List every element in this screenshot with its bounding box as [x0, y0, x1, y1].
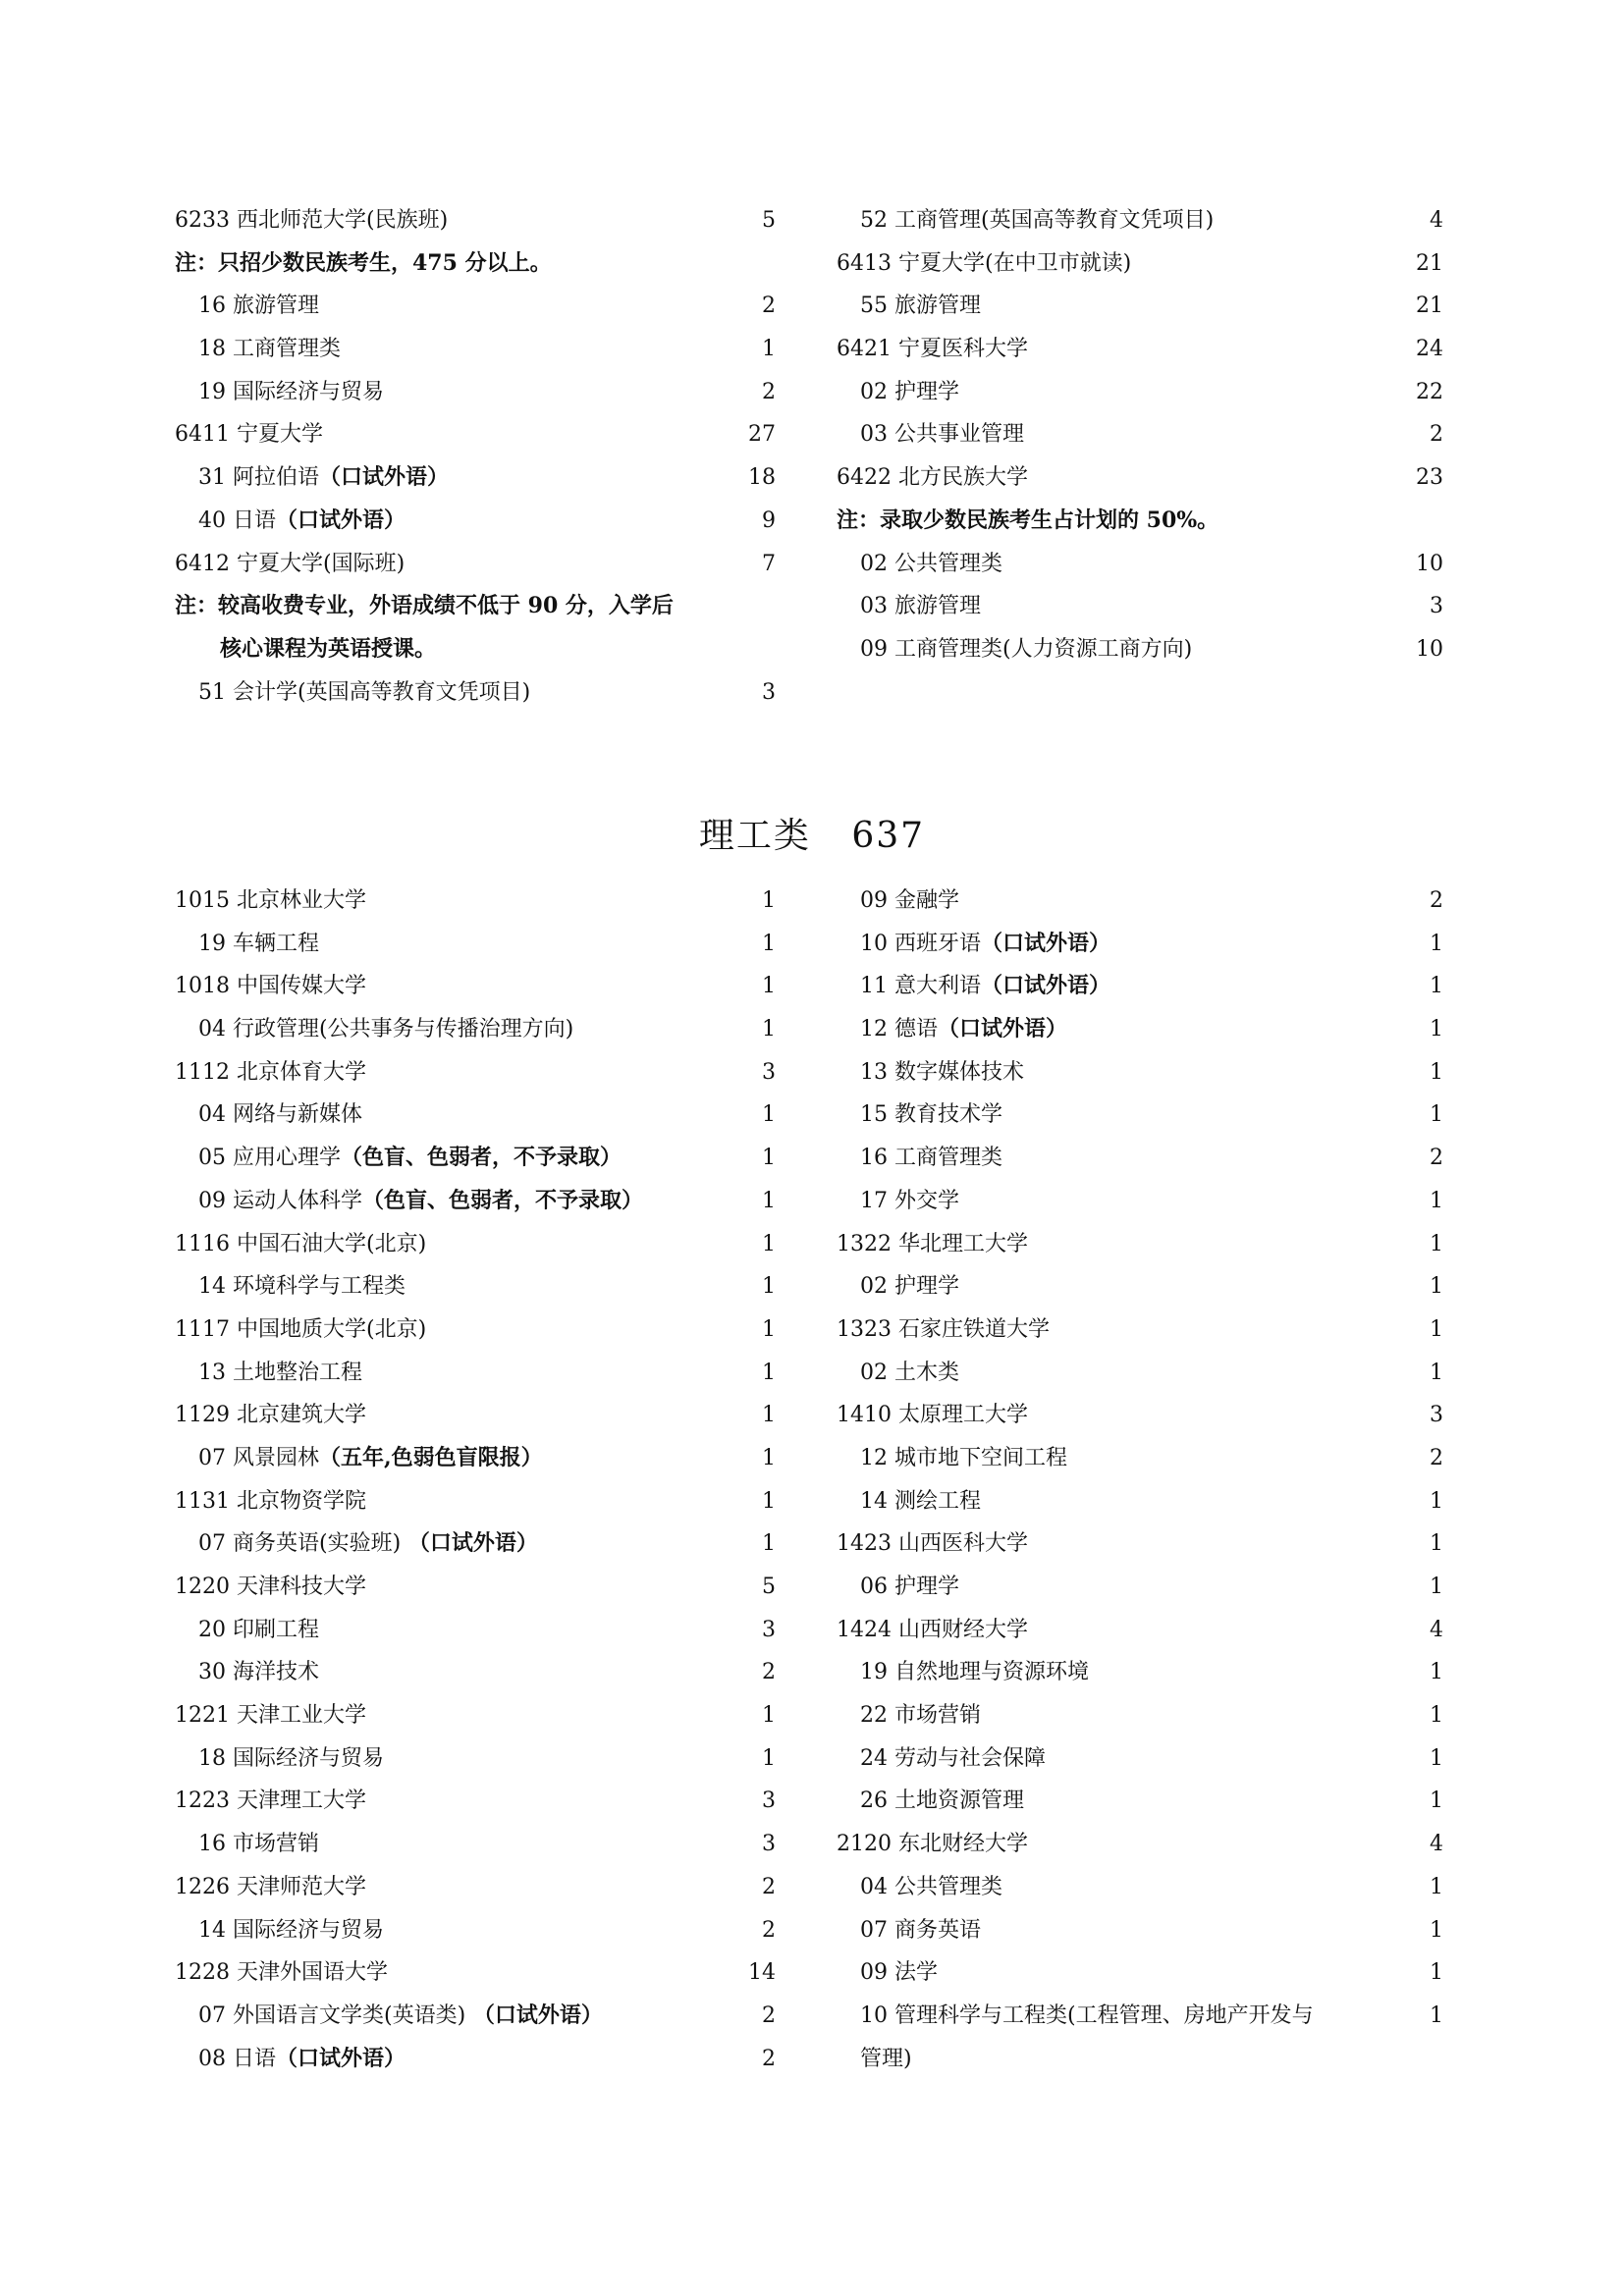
- major-name: 19 自然地理与资源环境: [860, 1660, 1089, 1685]
- note-text: 注：较高收费专业，外语成绩不低于 90 分，入学后: [175, 593, 674, 619]
- school-row: [175, 1394, 776, 1437]
- major-remark: （色盲、色弱者，不予录取）: [341, 1145, 623, 1171]
- major-row: [175, 1522, 776, 1566]
- major-name: 09 运动人体科学: [198, 1188, 362, 1213]
- plan-count: 1: [1430, 1231, 1443, 1256]
- school-row: [175, 199, 776, 242]
- school-row: [175, 543, 776, 586]
- major-row: [837, 1352, 1443, 1395]
- plan-count: 1: [762, 974, 776, 999]
- major-remark: （口试外语）: [276, 2045, 406, 2071]
- major-row: [175, 671, 776, 715]
- section-title-label: 理工类: [698, 816, 811, 856]
- plan-count: 1: [762, 1360, 776, 1385]
- plan-count: 1: [762, 1403, 776, 1428]
- plan-count: 1: [762, 1188, 776, 1213]
- plan-count: 10: [1416, 636, 1443, 662]
- major-name: 07 风景园林: [198, 1445, 319, 1470]
- major-row: [837, 1737, 1443, 1781]
- major-name: 14 环境科学与工程类: [198, 1274, 406, 1300]
- major-row: [837, 543, 1443, 586]
- plan-count: 27: [748, 422, 776, 448]
- note-text: 注：录取少数民族考生占计划的 50%。: [837, 507, 1219, 533]
- major-row: [837, 1180, 1443, 1223]
- school-name: 6421 宁夏医科大学: [837, 337, 1028, 362]
- plan-count: 1: [1430, 1575, 1443, 1599]
- school-row: [175, 1480, 776, 1523]
- major-row: [837, 1437, 1443, 1480]
- major-row: [175, 923, 776, 966]
- major-name: 03 旅游管理: [860, 594, 981, 619]
- school-name: 1015 北京林业大学: [175, 888, 366, 913]
- plan-count: 1: [762, 1488, 776, 1514]
- major-remark: （口试外语）: [981, 973, 1111, 999]
- plan-count: 1: [1430, 1488, 1443, 1514]
- major-row: [837, 199, 1443, 242]
- note-row: [175, 585, 776, 628]
- school-name: 1129 北京建筑大学: [175, 1403, 366, 1428]
- major-name: 30 海洋技术: [198, 1660, 319, 1685]
- major-row: [837, 1051, 1443, 1095]
- major-name: 05 应用心理学: [198, 1146, 341, 1171]
- major-row: [837, 880, 1443, 923]
- section2-right-column: [837, 880, 1443, 2080]
- school-row: [175, 1951, 776, 1995]
- major-row: [837, 1995, 1443, 2038]
- major-row: [837, 628, 1443, 671]
- school-row: [837, 328, 1443, 371]
- school-row: [175, 1308, 776, 1352]
- major-name: 03 公共事业管理: [860, 422, 1024, 448]
- note-row: [175, 628, 776, 671]
- section-title: [0, 807, 1624, 866]
- major-name: 17 外交学: [860, 1188, 959, 1213]
- major-name: 52 工商管理(英国高等教育文凭项目): [860, 208, 1215, 233]
- school-name: 1322 华北理工大学: [837, 1231, 1028, 1256]
- plan-count: 3: [1430, 1403, 1443, 1428]
- note-text: 注：只招少数民族考生，475 分以上。: [175, 249, 552, 276]
- major-name: 26 土地资源管理: [860, 1789, 1024, 1814]
- major-name: 16 工商管理类: [860, 1146, 1002, 1171]
- plan-count: 3: [762, 1059, 776, 1085]
- major-name: 51 会计学(英国高等教育文凭项目): [198, 679, 531, 705]
- school-row: [837, 1609, 1443, 1652]
- note-text: 核心课程为英语授课。: [220, 635, 437, 662]
- plan-count: 1: [762, 1531, 776, 1557]
- major-row: [837, 1265, 1443, 1308]
- major-row: [837, 1566, 1443, 1609]
- school-row: [175, 1866, 776, 1909]
- major-row: [175, 2038, 776, 2081]
- school-name: 1410 太原理工大学: [837, 1403, 1028, 1428]
- plan-count: 4: [1430, 1832, 1443, 1857]
- major-remark: （口试外语）: [276, 507, 406, 533]
- major-row: [175, 456, 776, 500]
- major-row: [837, 923, 1443, 966]
- major-name: 18 工商管理类: [198, 337, 341, 362]
- major-name: 09 法学: [860, 1960, 938, 1986]
- major-name: 18 国际经济与贸易: [198, 1745, 384, 1771]
- major-row: [837, 1694, 1443, 1737]
- major-row: [837, 1909, 1443, 1952]
- plan-count: 1: [762, 1274, 776, 1300]
- school-name: 6413 宁夏大学(在中卫市就读): [837, 250, 1132, 276]
- plan-count: 1: [1430, 1789, 1443, 1814]
- major-name: 55 旅游管理: [860, 294, 981, 319]
- plan-count: 1: [1430, 974, 1443, 999]
- plan-count: 1: [1430, 1316, 1443, 1342]
- plan-count: 2: [762, 1660, 776, 1685]
- major-row: [175, 1352, 776, 1395]
- major-name: 04 网络与新媒体: [198, 1102, 362, 1128]
- plan-count: 1: [762, 1017, 776, 1042]
- plan-count: 1: [762, 1316, 776, 1342]
- plan-count: 23: [1416, 465, 1443, 491]
- section-title-total: 637: [851, 816, 926, 856]
- school-name: 1116 中国石油大学(北京): [175, 1231, 427, 1256]
- plan-count: 1: [762, 337, 776, 362]
- major-name: 19 国际经济与贸易: [198, 379, 384, 404]
- major-remark: （五年,色弱色盲限报）: [319, 1444, 543, 1470]
- school-row: [837, 1308, 1443, 1352]
- major-remark: （口试外语）: [981, 930, 1111, 956]
- major-row: [175, 328, 776, 371]
- school-row: [175, 965, 776, 1008]
- major-row: [175, 1437, 776, 1480]
- major-name: 15 教育技术学: [860, 1102, 1002, 1128]
- major-name: 02 土木类: [860, 1360, 959, 1385]
- plan-count: 4: [1430, 208, 1443, 233]
- major-row: [175, 1137, 776, 1180]
- plan-count: 2: [762, 1874, 776, 1899]
- plan-count: 2: [1430, 422, 1443, 448]
- note-row: [837, 500, 1443, 543]
- school-row: [837, 456, 1443, 500]
- major-name: 12 德语: [860, 1017, 938, 1042]
- school-row: [175, 880, 776, 923]
- major-row: [837, 1094, 1443, 1137]
- major-row: [837, 1866, 1443, 1909]
- major-row: [175, 1737, 776, 1781]
- major-name: 09 工商管理类(人力资源工商方向): [860, 636, 1193, 662]
- school-name: 1220 天津科技大学: [175, 1575, 366, 1599]
- plan-count: 5: [762, 1575, 776, 1599]
- major-name: 16 市场营销: [198, 1832, 319, 1857]
- major-row: [175, 1094, 776, 1137]
- school-name: 1226 天津师范大学: [175, 1874, 366, 1899]
- major-name: 10 管理科学与工程类(工程管理、房地产开发与: [860, 2002, 1314, 2028]
- section2-left-column: [175, 880, 776, 2080]
- major-name: 11 意大利语: [860, 974, 981, 999]
- school-row: [175, 413, 776, 456]
- plan-count: 1: [1430, 1660, 1443, 1685]
- school-row: [175, 1223, 776, 1266]
- plan-count: 7: [762, 551, 776, 576]
- major-row: [837, 1651, 1443, 1694]
- plan-count: 22: [1416, 379, 1443, 404]
- major-row: [175, 1609, 776, 1652]
- plan-count: 1: [1430, 2002, 1443, 2028]
- major-row: [175, 285, 776, 328]
- plan-count: 3: [1430, 594, 1443, 619]
- major-row: [175, 1008, 776, 1051]
- plan-count: 1: [1430, 1917, 1443, 1943]
- plan-count: 1: [762, 888, 776, 913]
- school-name: 6233 西北师范大学(民族班): [175, 208, 449, 233]
- major-row: [175, 1265, 776, 1308]
- major-name: 02 护理学: [860, 1274, 959, 1300]
- major-name: 16 旅游管理: [198, 294, 319, 319]
- note-row: [175, 242, 776, 286]
- school-row: [175, 1566, 776, 1609]
- school-row: [837, 1394, 1443, 1437]
- plan-count: 1: [1430, 1960, 1443, 1986]
- major-row: [837, 1480, 1443, 1523]
- plan-count: 1: [1430, 1017, 1443, 1042]
- major-row: [175, 1651, 776, 1694]
- major-name: 24 劳动与社会保障: [860, 1745, 1046, 1771]
- school-name: 2120 东北财经大学: [837, 1832, 1028, 1857]
- plan-count: 2: [1430, 1445, 1443, 1470]
- major-row: [837, 413, 1443, 456]
- plan-count: 2: [762, 379, 776, 404]
- plan-count: 2: [762, 1917, 776, 1943]
- plan-count: 18: [748, 465, 776, 491]
- school-row: [837, 242, 1443, 286]
- school-name: 1323 石家庄铁道大学: [837, 1316, 1050, 1342]
- major-name: 06 护理学: [860, 1575, 959, 1599]
- plan-count: 1: [762, 1745, 776, 1771]
- major-row: [837, 585, 1443, 628]
- plan-count: 2: [762, 2046, 776, 2071]
- plan-count: 21: [1416, 294, 1443, 319]
- major-row: [837, 371, 1443, 414]
- major-name: 14 国际经济与贸易: [198, 1917, 384, 1943]
- major-name: 02 公共管理类: [860, 551, 1002, 576]
- plan-count: 3: [762, 1789, 776, 1814]
- major-name: 13 数字媒体技术: [860, 1059, 1024, 1085]
- plan-count: 1: [762, 1146, 776, 1171]
- plan-count: 4: [1430, 1617, 1443, 1642]
- plan-count: 1: [1430, 1188, 1443, 1213]
- major-name: 40 日语: [198, 507, 276, 533]
- plan-count: 1: [762, 1231, 776, 1256]
- major-name: 12 城市地下空间工程: [860, 1445, 1067, 1470]
- major-name: 07 外国语言文学类(英语类): [198, 2002, 466, 2028]
- plan-count: 1: [1430, 1531, 1443, 1557]
- major-row: [837, 1951, 1443, 1995]
- major-row: [175, 1909, 776, 1952]
- major-name: 07 商务英语: [860, 1917, 981, 1943]
- major-remark: （口试外语）: [465, 2002, 603, 2028]
- plan-count: 1: [762, 931, 776, 956]
- plan-count: 1: [1430, 1703, 1443, 1729]
- school-name: 1423 山西医科大学: [837, 1531, 1028, 1557]
- section1-left-column: [175, 199, 776, 714]
- school-row: [837, 1522, 1443, 1566]
- plan-count: 5: [762, 208, 776, 233]
- major-name: 08 日语: [198, 2046, 276, 2071]
- major-row: [837, 285, 1443, 328]
- school-name: 1131 北京物资学院: [175, 1488, 366, 1514]
- school-row: [175, 1694, 776, 1737]
- major-name: 13 土地整治工程: [198, 1360, 362, 1385]
- school-name: 6411 宁夏大学: [175, 422, 323, 448]
- school-row: [175, 1051, 776, 1095]
- school-name: 1228 天津外国语大学: [175, 1960, 388, 1986]
- school-name: 1424 山西财经大学: [837, 1617, 1028, 1642]
- plan-count: 1: [762, 1445, 776, 1470]
- major-row: [837, 1008, 1443, 1051]
- plan-count: 24: [1416, 337, 1443, 362]
- plan-count: 1: [1430, 1102, 1443, 1128]
- school-row: [837, 1223, 1443, 1266]
- school-name: 1223 天津理工大学: [175, 1789, 366, 1814]
- major-row: [837, 2038, 1443, 2081]
- major-name: 04 行政管理(公共事务与传播治理方向): [198, 1017, 574, 1042]
- school-name: 1018 中国传媒大学: [175, 974, 366, 999]
- plan-count: 14: [748, 1960, 776, 1986]
- plan-count: 3: [762, 1832, 776, 1857]
- major-name: 02 护理学: [860, 379, 959, 404]
- section1-right-column: [837, 199, 1443, 671]
- school-name: 1221 天津工业大学: [175, 1703, 366, 1729]
- school-name: 1117 中国地质大学(北京): [175, 1316, 427, 1342]
- plan-count: 1: [1430, 1874, 1443, 1899]
- major-row: [837, 965, 1443, 1008]
- major-name: 07 商务英语(实验班): [198, 1531, 402, 1557]
- plan-count: 1: [1430, 1745, 1443, 1771]
- major-name: 22 市场营销: [860, 1703, 981, 1729]
- school-row: [837, 1823, 1443, 1866]
- plan-count: 1: [762, 1703, 776, 1729]
- major-name: 31 阿拉伯语: [198, 465, 319, 491]
- plan-count: 2: [1430, 1146, 1443, 1171]
- plan-count: 1: [1430, 1274, 1443, 1300]
- plan-count: 1: [762, 1102, 776, 1128]
- plan-count: 2: [762, 294, 776, 319]
- plan-count: 2: [762, 2002, 776, 2028]
- major-row: [175, 1180, 776, 1223]
- plan-count: 3: [762, 1617, 776, 1642]
- school-name: 1112 北京体育大学: [175, 1059, 366, 1085]
- major-name: 20 印刷工程: [198, 1617, 319, 1642]
- major-name: 管理): [860, 2046, 912, 2071]
- plan-count: 3: [762, 679, 776, 705]
- major-remark: （色盲、色弱者，不予录取）: [362, 1187, 644, 1213]
- major-row: [837, 1780, 1443, 1823]
- plan-count: 1: [1430, 931, 1443, 956]
- plan-count: 10: [1416, 551, 1443, 576]
- major-remark: （口试外语）: [319, 464, 450, 491]
- major-name: 09 金融学: [860, 888, 959, 913]
- major-row: [175, 500, 776, 543]
- school-name: 6422 北方民族大学: [837, 465, 1028, 491]
- school-name: 6412 宁夏大学(国际班): [175, 551, 406, 576]
- plan-count: 2: [1430, 888, 1443, 913]
- plan-count: 1: [1430, 1059, 1443, 1085]
- school-row: [175, 1780, 776, 1823]
- plan-count: 21: [1416, 250, 1443, 276]
- major-row: [175, 1823, 776, 1866]
- plan-count: 1: [1430, 1360, 1443, 1385]
- major-row: [175, 371, 776, 414]
- major-name: 19 车辆工程: [198, 931, 319, 956]
- major-name: 04 公共管理类: [860, 1874, 1002, 1899]
- major-remark: （口试外语）: [938, 1016, 1068, 1042]
- major-name: 10 西班牙语: [860, 931, 981, 956]
- major-remark: （口试外语）: [401, 1530, 538, 1557]
- plan-count: 9: [762, 507, 776, 533]
- major-row: [175, 1995, 776, 2038]
- major-name: 14 测绘工程: [860, 1488, 981, 1514]
- major-row: [837, 1137, 1443, 1180]
